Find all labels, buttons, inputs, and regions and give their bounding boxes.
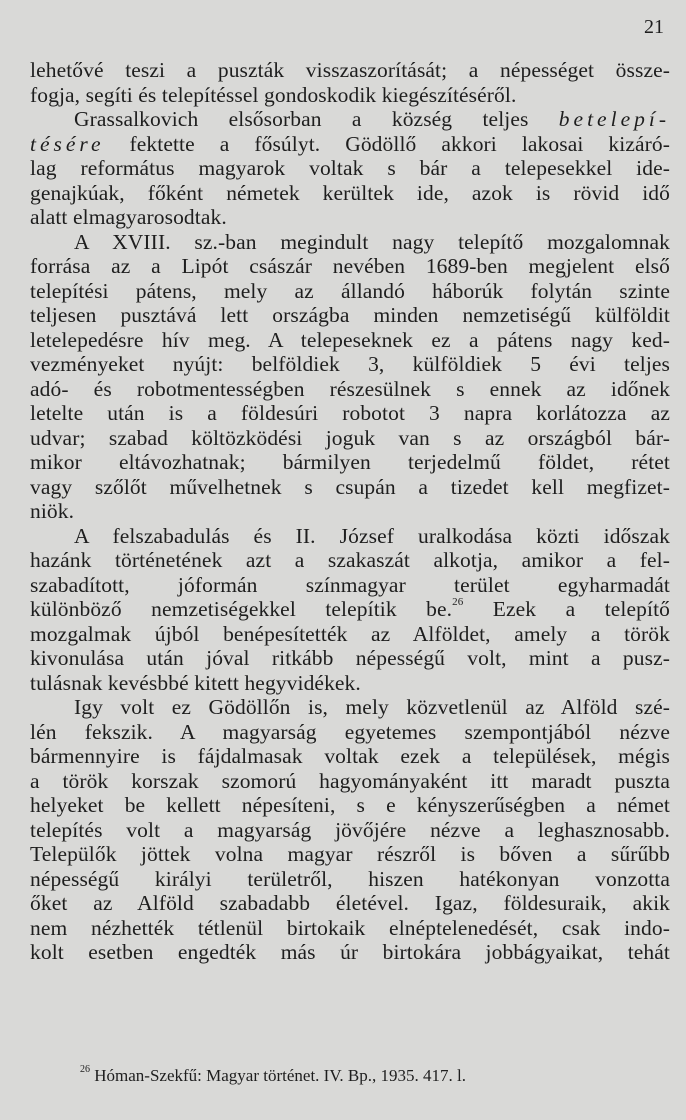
text-line [30, 377, 670, 402]
text-line [30, 475, 670, 500]
text-line [30, 58, 670, 83]
text-line [30, 205, 670, 230]
line-text: niök. [30, 499, 75, 523]
line-text: lén fekszik. A magyarság egyetemes szempontjából nézve [30, 719, 670, 744]
line-text: forrása az a Lipót császár nevében 1689-ben megjelent első [30, 254, 670, 278]
line-text: telepítési pátens, mely az állandó háborúk folytán szinte [30, 278, 670, 303]
line-text: letelepedésre hív meg. A telepeseknek ez a pátens nagy ked- [30, 327, 670, 352]
line-text: udvar; szabad költözködési joguk van s az országból bár- [30, 425, 670, 450]
text-line [30, 254, 670, 279]
line-text: letelte után is a földesúri robotot 3 napra korlátozza az [30, 401, 670, 425]
line-text: Igy volt ez Gödöllőn is, mely közvetlenül az Alföld szé- [74, 695, 670, 719]
text-line [30, 695, 670, 720]
text-line [30, 548, 670, 573]
line-text: lehetővé teszi a puszták visszaszorítását; a népességet össze- [30, 58, 670, 82]
line-text: hazánk történetének azt a szakaszát alkotja, amikor a fel- [30, 548, 670, 572]
text-line [30, 401, 670, 426]
text-line [30, 352, 670, 377]
line-text: őket az Alföld szabadabb életével. Igaz, földesuraik, akik [30, 891, 670, 915]
text-line [30, 793, 670, 818]
body-text [30, 58, 670, 965]
line-text: bármennyire is fájdalmasak voltak ezek a települések, mégis [30, 744, 670, 768]
line-text: fektette a fősúlyt. Gödöllő akkori lakosai kizáró- [104, 131, 670, 156]
line-text: helyeket be kellett népesíteni, s e kényszerűségben a német [30, 793, 670, 817]
text-line [30, 818, 670, 843]
line-text: teljesen pusztává lett országba minden nemzetiségű külföldit [30, 303, 670, 327]
line-text: a török korszak szomorú hagyományaként itt maradt puszta [30, 768, 670, 793]
line-text: nem nézhették tétlenül birtokaik elnéptelenedését, csak indo- [30, 915, 670, 940]
line-text: A XVIII. sz.-ban megindult nagy telepítő mozgalomnak [74, 229, 670, 254]
line-text: genajkúak, főként németek kerültek ide, azok is rövid idő [30, 180, 670, 205]
line-text: A felszabadulás és II. József uralkodása közti időszak [74, 523, 670, 548]
text-line [30, 720, 670, 745]
spaced-emphasis: tésére [30, 131, 105, 156]
line-text: kolt esetben engedték más úr birtokára jobbágyaikat, tehát [30, 940, 670, 964]
text-line [30, 671, 670, 696]
text-line [30, 769, 670, 794]
text-line [30, 230, 670, 255]
line-text: Grassalkovich elsősorban a község teljes [74, 107, 559, 131]
line-text: szabadított, jóformán színmagyar terület egyharmadát [30, 572, 670, 597]
line-text: kivonulása után jóval ritkább népességű volt, mint a pusz- [30, 646, 670, 670]
text-line [30, 597, 670, 622]
footnote-reference: 26 [452, 596, 464, 608]
text-line [30, 426, 670, 451]
line-text: vagy szőlőt művelhetnek s csupán a tizedet kell megfizet- [30, 474, 670, 499]
text-line [30, 499, 670, 524]
line-text: lag református magyarok voltak s bár a telepesekkel ide- [30, 156, 670, 180]
text-line [30, 744, 670, 769]
text-line [30, 328, 670, 353]
text-line [30, 842, 670, 867]
text-line [30, 622, 670, 647]
line-text: fogja, segíti és telepítéssel gondoskodik kiegészítéséről. [30, 82, 517, 107]
line-text: Ezek a telepítő [463, 597, 670, 621]
text-line [30, 867, 670, 892]
line-text: mikor eltávozhatnak; bármilyen terjedelmű földet, rétet [30, 450, 670, 474]
text-line [30, 132, 670, 157]
line-text: Települők jöttek volna magyar részről is bőven a sűrűbb [30, 842, 670, 866]
text-line [30, 891, 670, 916]
footnote-marker: 26 [80, 1064, 90, 1075]
line-text: tulásnak kevésbbé kitett hegyvidékek. [30, 670, 361, 695]
line-text: vezményeket nyújt: belföldiek 3, külföldiek 5 évi teljes [30, 352, 670, 376]
spaced-emphasis: betelepí- [558, 107, 670, 131]
text-line [30, 916, 670, 941]
text-line [30, 646, 670, 671]
text-line [30, 156, 670, 181]
text-line [30, 940, 670, 965]
text-line [30, 279, 670, 304]
page-number: 21 [644, 16, 664, 38]
text-line [30, 524, 670, 549]
line-text: alatt elmagyarosodtak. [30, 205, 227, 229]
text-line [30, 303, 670, 328]
text-line [30, 83, 670, 108]
text-line [30, 181, 670, 206]
line-text: különböző nemzetiségekkel telepítik be. [30, 597, 453, 621]
line-text: adó- és robotmentességben részesülnek s ennek az időnek [30, 376, 670, 401]
text-line [30, 107, 670, 132]
line-text: népességű királyi területről, hiszen hatékonyan vonzotta [30, 866, 670, 891]
line-text: mozgalmak újból benépesítették az Alföldet, amely a török [30, 621, 670, 646]
line-text: telepítés volt a magyarság jövőjére nézve a leghasznosabb. [30, 817, 670, 842]
footnote-text: Hóman-Szekfű: Magyar történet. IV. Bp., 1935. 417. l. [90, 1066, 466, 1085]
text-line [30, 450, 670, 475]
text-line [30, 573, 670, 598]
footnote [80, 1066, 466, 1086]
